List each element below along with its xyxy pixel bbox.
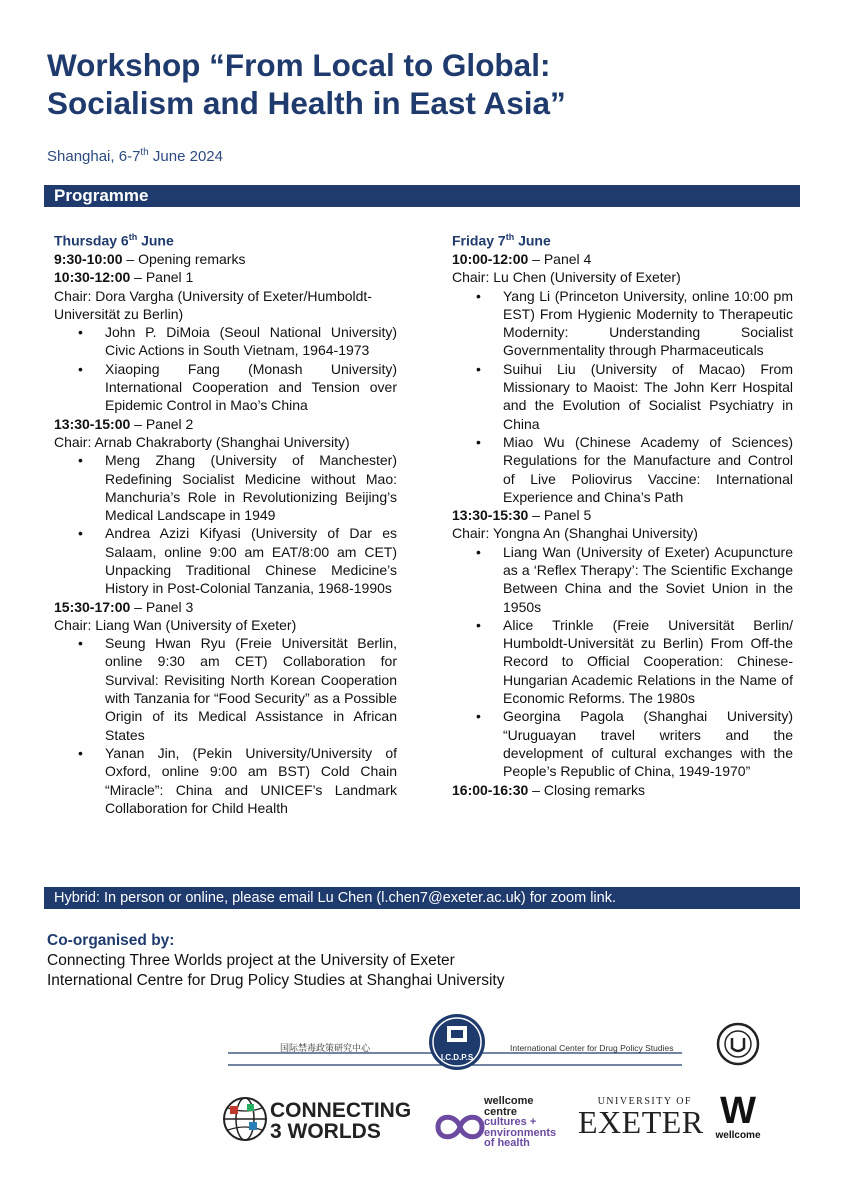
- talk-item: • Suihui Liu (University of Macao) From Missionary to Maoist: The John Kerr Hospital and the Evolution of Socialist Psychiatry in China: [503, 360, 793, 433]
- day-column-friday: [452, 228, 793, 799]
- talk-item: • Georgina Pagola (Shanghai University) “Uruguayan travel writers and the development of cultural exchanges with the People’s Republic of China, 1949-1970”: [503, 707, 793, 780]
- session-time-row: [452, 250, 793, 268]
- session-time-row: [54, 268, 397, 286]
- session-time: 15:30-17:00: [54, 598, 131, 615]
- talk-item: • Meng Zhang (University of Manchester) Redefining Socialist Medicine without Mao: Manchuria’s Role in Revolutionizing Beijing’s Medical Landscape in 1949: [105, 451, 397, 524]
- icdps-english-name: International Center for Drug Policy Studies: [510, 1043, 674, 1053]
- talk-list: [54, 451, 397, 597]
- session-time-row: [452, 506, 793, 524]
- globe-icon: [222, 1096, 268, 1142]
- session-time: 9:30-10:00: [54, 250, 123, 267]
- talk-list: [452, 287, 793, 507]
- icdps-seal-text: I.C.D.P.S: [440, 1053, 474, 1062]
- session-title: – Opening remarks: [122, 250, 246, 267]
- session-time-row: [54, 250, 397, 268]
- wellcome-centre-logo: wellcome centre cultures + environments of health: [484, 1095, 557, 1149]
- session-title: – Panel 5: [528, 507, 592, 524]
- session-time: 13:30-15:00: [54, 415, 131, 432]
- session-time: 10:30-12:00: [54, 269, 131, 286]
- shanghai-university-emblem-icon: [716, 1014, 760, 1074]
- session-title: – Panel 1: [130, 269, 194, 286]
- talk-item: • Andrea Azizi Kifyasi (University of Dar es Salaam, online 9:00 am EAT/8:00 am CET) Unpacking Traditional Chinese Medicine’s History in Post-Colonial Tanzania, 1968-1990s: [105, 524, 397, 597]
- hybrid-note: Hybrid: In person or online, please email Lu Chen (l.chen7@exeter.ac.uk) for zoom link.: [44, 887, 800, 909]
- co-organisers: [47, 931, 505, 991]
- session-chair: Chair: Lu Chen (University of Exeter): [452, 269, 681, 286]
- talk-list: [452, 543, 793, 781]
- icdps-chinese-name: 国际禁毒政策研究中心: [280, 1044, 371, 1054]
- programme-header: Programme: [44, 185, 800, 207]
- session-chair: Chair: Liang Wan (University of Exeter): [54, 616, 297, 633]
- session-time-row: [54, 598, 397, 616]
- talk-item: • Liang Wan (University of Exeter) Acupuncture as a ‘Reflex Therapy’: The Scientific Exchange Between China and the Soviet Union in the 1950s: [503, 543, 793, 616]
- session-chair: Chair: Yongna An (Shanghai University): [452, 525, 698, 542]
- logo-row-bottom: [222, 1090, 782, 1160]
- co-organiser-line: International Centre for Drug Policy Studies at Shanghai University: [47, 972, 505, 989]
- talk-item: • Yang Li (Princeton University, online 10:00 pm EST) From Hygienic Modernity to Therapeutic Modernity: Understanding Socialist Governmentality through Pharmaceuticals: [503, 287, 793, 360]
- connecting-3-worlds-logo: CONNECTING 3 WORLDS: [270, 1099, 412, 1143]
- session-title: – Panel 3: [130, 598, 194, 615]
- co-organised-heading: Co-organised by:: [47, 932, 175, 949]
- talk-item: • Xiaoping Fang (Monash University) International Cooperation and Tension over Epidemic Control in Mao’s China: [105, 360, 397, 415]
- talk-item: • Yanan Jin, (Pekin University/University of Oxford, online 9:00 am BST) Cold Chain “Miracle”: China and UNICEF’s Landmark Collaboration for Child Health: [105, 744, 397, 817]
- session-chair: Chair: Dora Vargha (University of Exeter/Humboldt-Universität zu Berlin): [54, 287, 372, 322]
- session-time: 16:00-16:30: [452, 781, 529, 798]
- talk-item: • Miao Wu (Chinese Academy of Sciences) Regulations for the Manufacture and Control of Live Poliovirus Vaccine: International Experience and China’s Path: [503, 433, 793, 506]
- wellcome-trust-logo: W wellcome: [715, 1090, 761, 1141]
- wellcome-centre-loop-icon: [434, 1110, 486, 1144]
- workshop-title: [47, 46, 807, 122]
- title-line-2: Socialism and Health in East Asia”: [47, 85, 566, 121]
- talk-item: • Alice Trinkle (Freie Universität Berlin/ Humboldt-Universität zu Berlin) From Off-the Record to Official Cooperation: Chinese-Hungarian Academic Relations in the Name of Economic Reforms. The 1980s: [503, 616, 793, 707]
- logo-row-top: [228, 1012, 768, 1082]
- session-title: – Closing remarks: [528, 781, 645, 798]
- talk-list: [54, 323, 397, 414]
- session-time: 13:30-15:30: [452, 507, 529, 524]
- icdps-seal-icon: [420, 1012, 494, 1074]
- session-chair: Chair: Arnab Chakraborty (Shanghai University): [54, 433, 350, 450]
- session-time-row: [452, 781, 793, 799]
- day-heading: Thursday 6th June: [54, 232, 174, 249]
- session-time: 10:00-12:00: [452, 250, 529, 267]
- session-time-row: [54, 415, 397, 433]
- university-of-exeter-logo: UNIVERSITY OF EXETER: [578, 1096, 704, 1140]
- talk-item: • Seung Hwan Ryu (Freie Universität Berlin, online 9:30 am CET) Collaboration for Survival: Revisiting North Korean Cooperation with Tanzania for “Food Security” as a Possible Origin of its Medical Assistance in African States: [105, 634, 397, 744]
- session-title: – Panel 4: [528, 250, 592, 267]
- co-organiser-line: Connecting Three Worlds project at the University of Exeter: [47, 952, 455, 969]
- title-line-1: Workshop “From Local to Global:: [47, 47, 551, 83]
- talk-item: • John P. DiMoia (Seoul National University) Civic Actions in South Vietnam, 1964-1973: [105, 323, 397, 360]
- day-heading: Friday 7th June: [452, 232, 551, 249]
- day-column-thursday: [54, 228, 397, 817]
- talk-list: [54, 634, 397, 817]
- location-date: Shanghai, 6-7th June 2024: [47, 147, 223, 165]
- session-title: – Panel 2: [130, 415, 194, 432]
